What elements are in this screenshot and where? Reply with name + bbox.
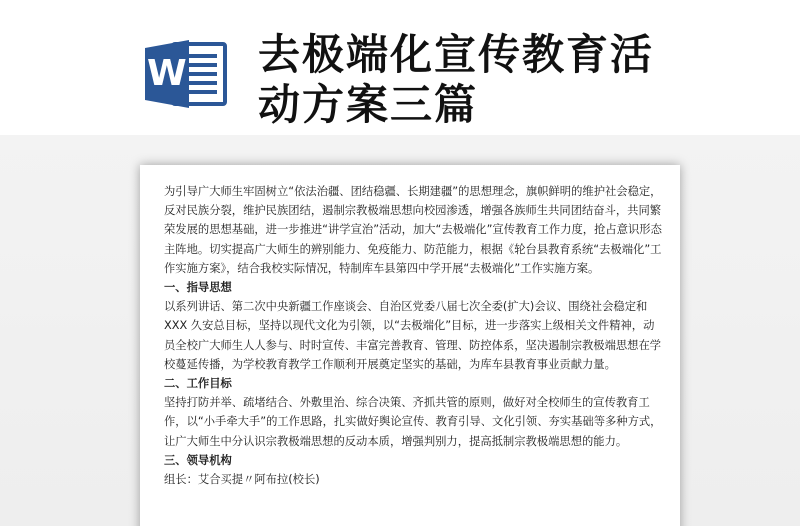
word-document-icon: [143, 38, 229, 110]
header: [0, 0, 800, 152]
section-heading-guiding-ideology: 一、指导思想: [164, 281, 232, 295]
word-letter-label: W: [147, 53, 187, 94]
intro-paragraph: 为引导广大师生牢固树立“依法治疆、团结稳疆、长期建疆”的思想理念，旗帜鲜明的维护社会稳定，反对民族分裂，维护民族团结，遏制宗教极端思想向校园渗透，增强各族师生共同团结奋斗，共同繁荣发展的思想基础，进一步推进“讲学宣治”活动，加大“去极端化”宣传教育工作力度，抢占意识形态主阵地。切实提高广大师生的辨别能力、免疫能力、防范能力，根据《轮台县教育系统“去极端化”工作实施方案》，结合我校实际情况，特制库车县第四中学开展“去极端化”工作实施方案。: [164, 185, 662, 275]
document-body: [164, 182, 662, 489]
leader-line: 组长：艾合买提〃阿布拉(校长): [164, 473, 320, 487]
section-body-guiding-ideology: 以系列讲话、第二次中央新疆工作座谈会、自治区党委八届七次全委(扩大)会议、围绕社会稳定和 XXX 久安总目标，坚持以现代文化为引领，以“去极端化”目标，进一步落实上级相关文件精神，动员全校广大师生人人参与、时时宣传、丰富完善教育、管理、防控体系，坚决遏制宗教极端思想在学校蔓延传播，为学校教育教学工作顺利开展奠定坚实的基础，为库车县教育事业贡献力量。: [164, 300, 662, 371]
document-title: 去极端化宣传教育活动方案三篇: [258, 30, 655, 129]
section-heading-work-goals: 二、工作目标: [164, 377, 232, 391]
section-body-work-goals: 坚持打防并举、疏堵结合、外敷里治、综合决策、齐抓共管的原则，做好对全校师生的宣传教育工作，以“小手牵大手”的工作思路，扎实做好舆论宣传、教育引导、文化引领、夯实基础等多种方式，让广大师生中分认识宗教极端思想的反动本质，增强判别力，提高抵制宗教极端思想的能力。: [164, 396, 662, 448]
section-heading-leadership: 三、领导机构: [164, 453, 232, 467]
document-page-preview: [140, 165, 680, 526]
